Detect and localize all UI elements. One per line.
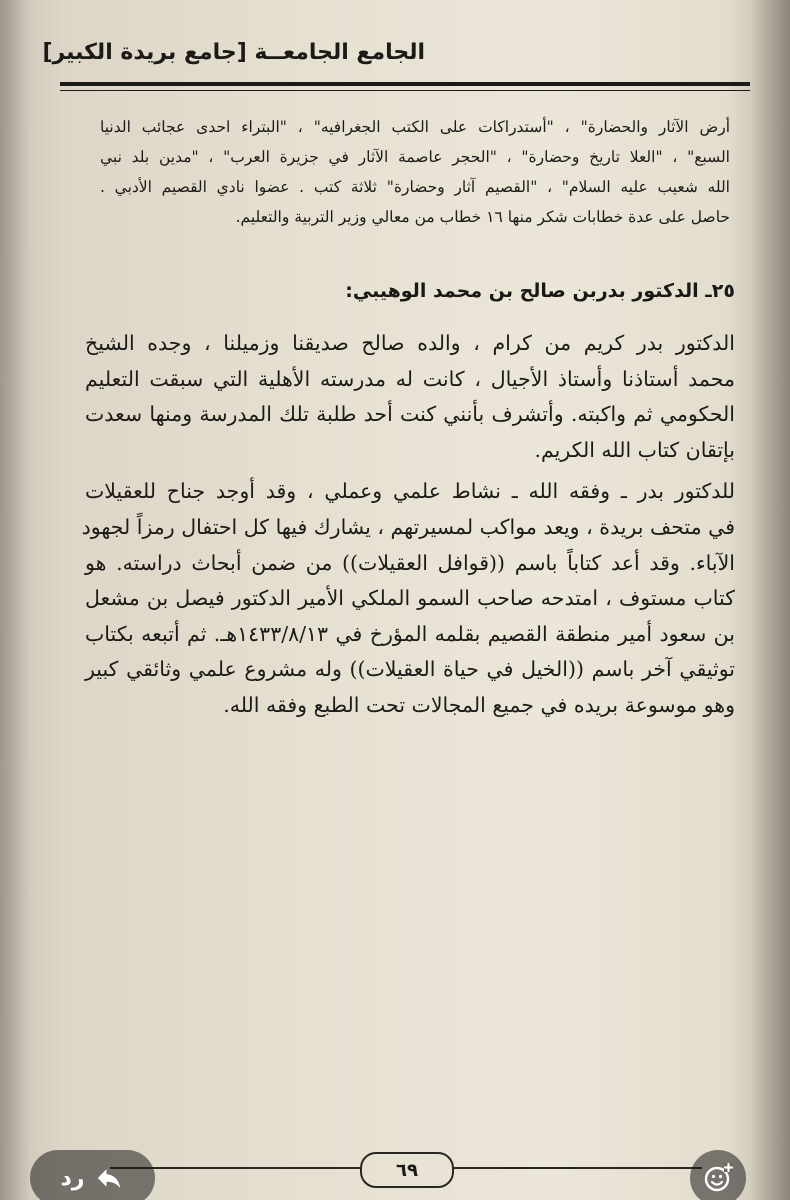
body-line: في متحف بريدة ، ويعد مواكب لمسيرتهم ، يشارك فيها كل احتفال رمزاً لجهود bbox=[81, 514, 735, 539]
body-line: وهو موسوعة بريده في جميع المجالات تحت الطبع وفقه الله. bbox=[223, 692, 735, 717]
footer-rule-right bbox=[452, 1167, 702, 1169]
add-reaction-button[interactable] bbox=[690, 1150, 746, 1200]
paragraph-2 bbox=[81, 474, 735, 723]
reply-label: رد bbox=[60, 1165, 85, 1191]
body-line: بإتقان كتاب الله الكريم. bbox=[534, 437, 735, 462]
header-rule-thin bbox=[60, 90, 750, 91]
page-edge-shadow-right bbox=[750, 0, 790, 1200]
body-line: محمد أستاذنا وأستاذ الأجيال ، كانت له مدرسته الأهلية التي سبقت التعليم bbox=[85, 366, 735, 391]
body-line: الحكومي ثم واكبته. وأتشرف بأنني كنت أحد طلبة تلك المدرسة ومنها سعدت bbox=[85, 402, 735, 427]
top-paragraph-line: الله شعيب عليه السلام" ، "القصيم آثار وحضارة" ثلاثة كتب . عضوا نادي القصيم الأدبي . bbox=[100, 178, 730, 196]
top-paragraph-line: السبع" ، "العلا تاريخ وحضارة" ، "الحجر عاصمة الآثار في جزيرة العرب" ، "مدين بلد نبي bbox=[100, 148, 730, 166]
paragraph-1 bbox=[85, 326, 735, 468]
body-line: الدكتور بدر كريم من كرام ، والده صالح صديقنا وزميلنا ، وجده الشيخ bbox=[85, 331, 735, 355]
body-line: الآباء. وقد أعد كتاباً باسم ((قوافل العقيلات)) من ضمن أبحاث دراسته. هو bbox=[85, 550, 735, 575]
running-header bbox=[42, 30, 760, 100]
page-number: ٦٩ bbox=[360, 1152, 454, 1188]
top-paragraph-line: أرض الآثار والحضارة" ، "أستدراكات على الكتب الجغرافيه" ، "البتراء احدى عجائب الدنيا bbox=[100, 118, 730, 136]
body-line: للدكتور بدر ـ وفقه الله ـ نشاط علمي وعملي ، وقد أوجد جناح للعقيلات bbox=[85, 479, 735, 504]
page-edge-shadow-left bbox=[0, 0, 30, 1200]
reply-arrow-icon bbox=[94, 1163, 124, 1193]
header-rule-thick bbox=[60, 82, 750, 86]
main-body bbox=[81, 326, 735, 724]
top-paragraph-line: حاصل على عدة خطابات شكر منها ١٦ خطاب من معالي وزير التربية والتعليم. bbox=[235, 208, 730, 226]
body-line: كتاب مستوف ، امتدحه صاحب السمو الملكي الأمير الدكتور فيصل بن مشعل bbox=[85, 586, 735, 611]
add-reaction-icon bbox=[702, 1162, 734, 1194]
reply-button[interactable] bbox=[30, 1150, 155, 1200]
body-line: توثيقي آخر باسم ((الخيل في حياة العقيلات)) وله مشروع علمي وثائقي كبير bbox=[85, 657, 735, 682]
header-title: الجامع الجامعــة [جامع بريدة الكبير] bbox=[42, 40, 425, 65]
body-line: بن سعود أمير منطقة القصيم بقلمه المؤرخ في ١٤٣٣/٨/١٣هـ. ثم أتبعه بكتاب bbox=[85, 621, 735, 646]
section-heading: ٢٥ـ الدكتور بدربن صالح بن محمد الوهيبي: bbox=[345, 280, 735, 302]
top-paragraph bbox=[100, 112, 730, 232]
